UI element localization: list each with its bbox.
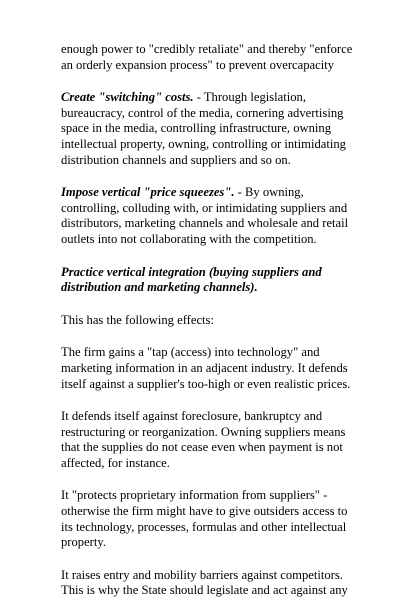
text-line: its technology, processes, formulas and other intellectual (61, 519, 347, 534)
text-fragment: - By owning, (234, 185, 304, 200)
text-line: The firm gains a "tap (access) into technology" and (61, 345, 320, 360)
document-page (61, 42, 361, 616)
text-line: itself against a supplier's too-high or even realistic prices. (61, 376, 351, 391)
text-fragment: - Through legislation, (193, 90, 306, 105)
text-line: otherwise the firm might have to give outsiders access to (61, 504, 348, 519)
text-line: Practice vertical integration (buying suppliers and (61, 264, 322, 279)
text-line: that the supplies do not cease even when payment is not (61, 440, 343, 455)
text-line: affected, for instance. (61, 455, 170, 470)
paragraph-effects-intro (61, 313, 361, 329)
text-line: restructuring or reorganization. Owning suppliers means (61, 424, 346, 439)
text-line: bureaucracy, control of the media, cornering advertising (61, 105, 344, 120)
paragraph-technology-access (61, 345, 361, 392)
paragraph-price-squeezes (61, 185, 361, 247)
text-line: an orderly expansion process" to prevent overcapacity (61, 57, 335, 72)
paragraph-entry-barriers (61, 568, 361, 599)
paragraph-proprietary-information (61, 488, 361, 550)
heading-vertical-integration (61, 265, 361, 296)
paragraph-retaliation (61, 42, 361, 73)
text-line: This is why the State should legislate and act against any (61, 583, 348, 598)
text-line: This has the following effects: (61, 312, 214, 327)
term-switching-costs: Create "switching" costs. (61, 90, 194, 105)
text-line: space in the media, controlling infrastructure, owning (61, 121, 331, 136)
text-line: property. (61, 535, 106, 550)
paragraph-switching-costs (61, 90, 361, 168)
text-line: distributors, marketing channels and wholesale and retail (61, 216, 349, 231)
text-line (61, 90, 361, 106)
term-price-squeezes: Impose vertical "price squeezes". (61, 185, 235, 200)
text-line: intellectual property, owning, controlling or intimidating (61, 136, 346, 151)
text-line: outlets into not collaborating with the competition. (61, 231, 317, 246)
text-line: enough power to "credibly retaliate" and thereby "enforce (61, 42, 353, 56)
text-line: It raises entry and mobility barriers against competitors. (61, 567, 343, 582)
text-line: controlling, colluding with, or intimidating suppliers and (61, 200, 348, 215)
text-line: distribution and marketing channels). (61, 280, 258, 295)
text-line: It "protects proprietary information from suppliers" - (61, 488, 328, 503)
text-line: It defends itself against foreclosure, bankruptcy and (61, 409, 323, 424)
text-line (61, 185, 361, 201)
text-line: distribution channels and suppliers and so on. (61, 152, 291, 167)
text-line: marketing information in an adjacent industry. It defends (61, 360, 348, 375)
paragraph-foreclosure (61, 409, 361, 471)
